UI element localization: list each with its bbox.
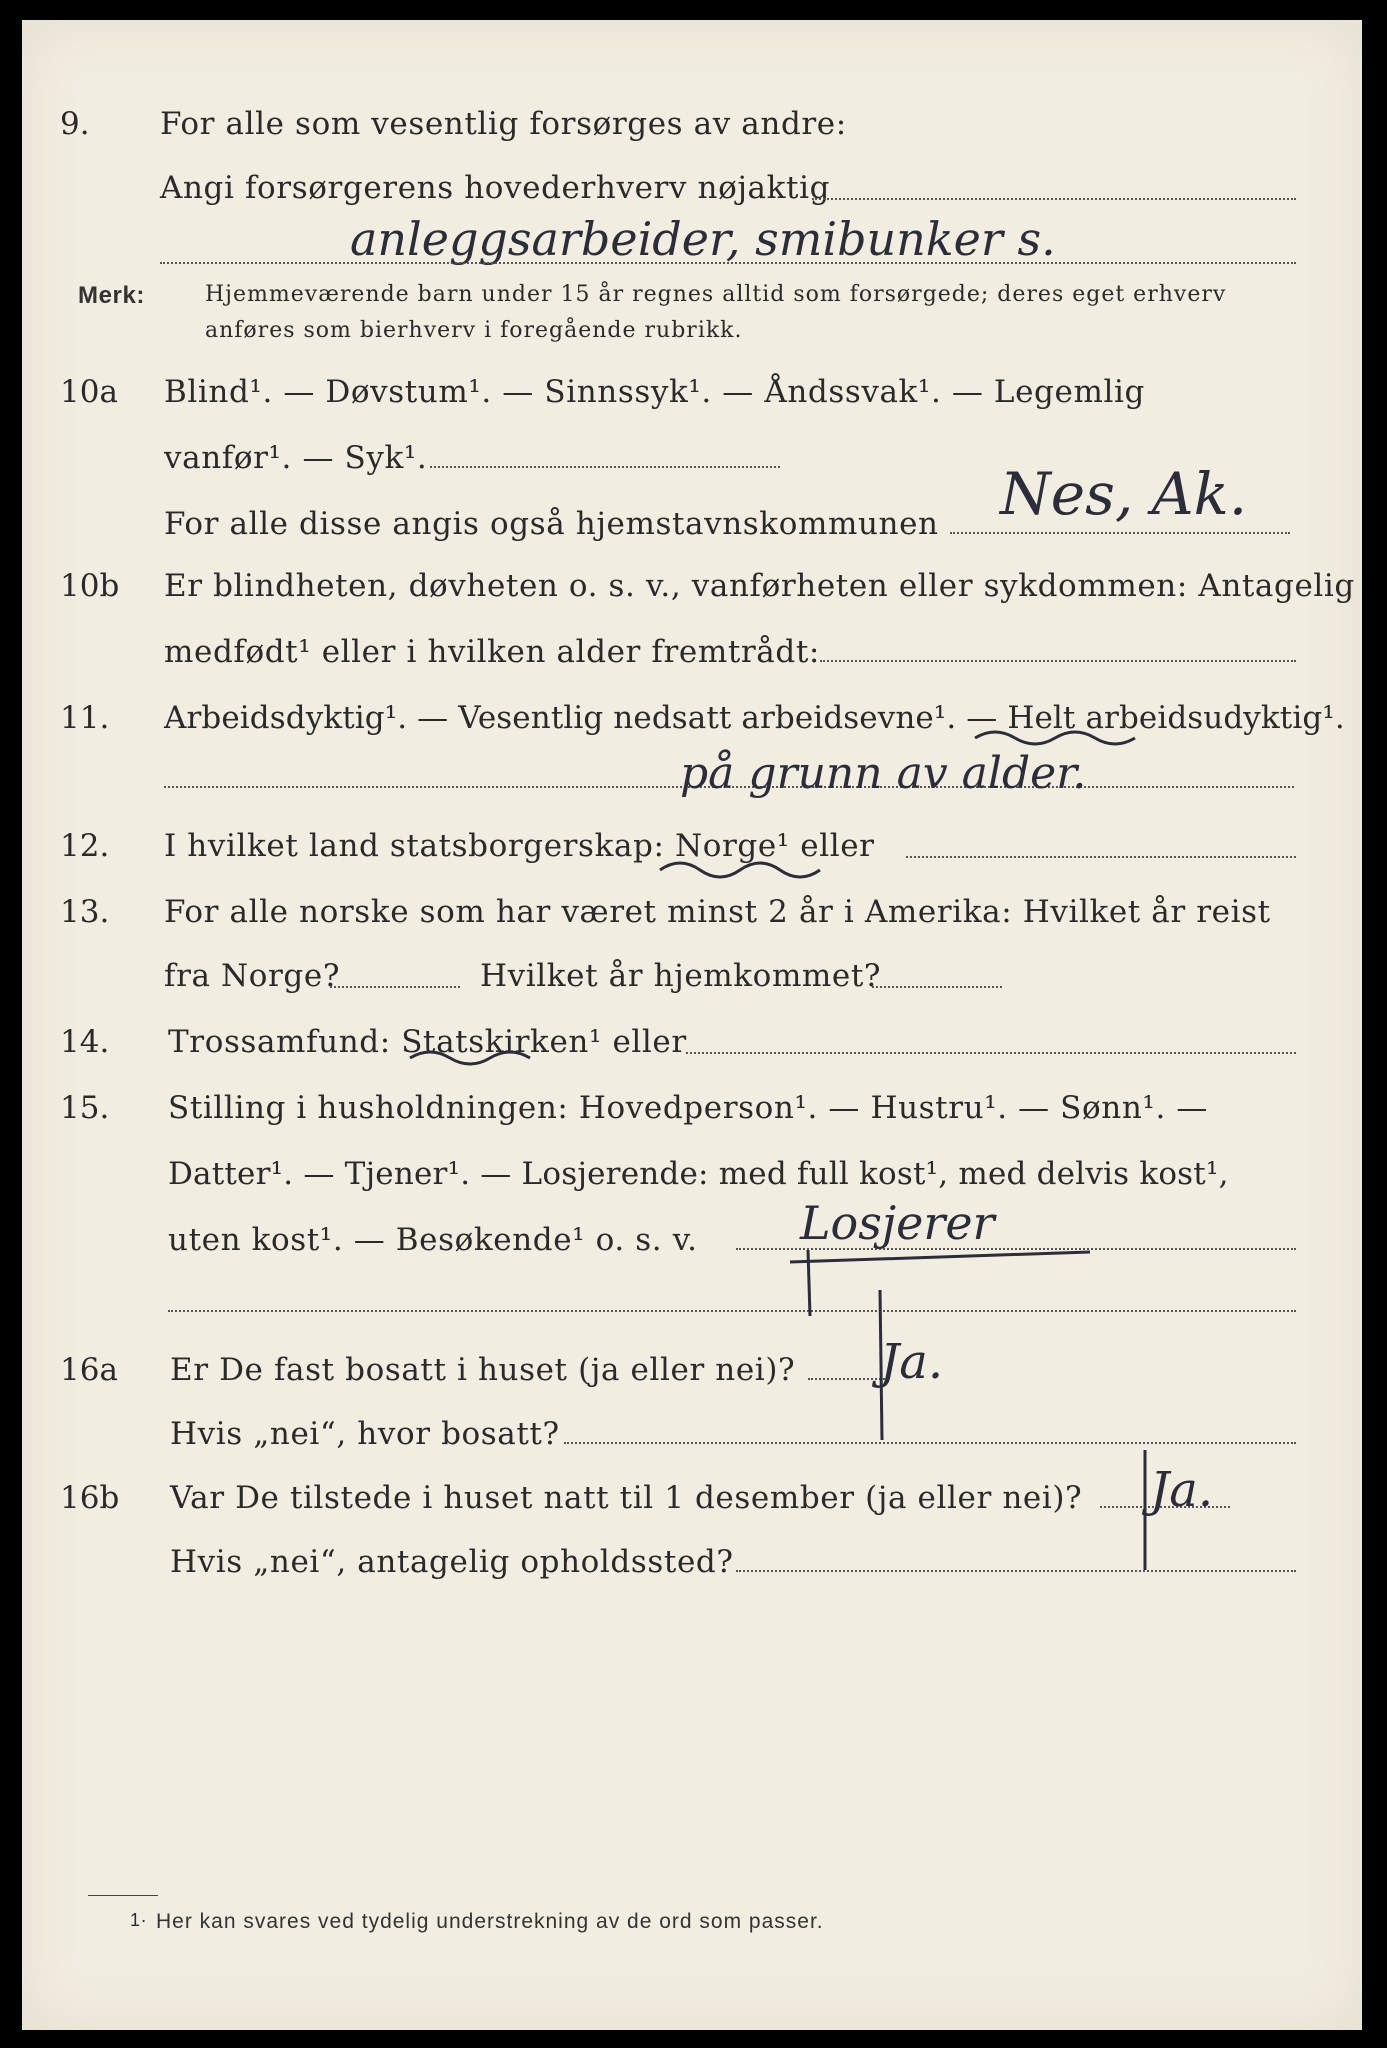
- question-9-number: 9.: [60, 106, 90, 142]
- question-13-text-2a: fra Norge?: [164, 958, 341, 994]
- strike-losjerende: [790, 1252, 1090, 1262]
- footnote-rule: [88, 1895, 158, 1896]
- answer-16b-handwriting: Ja.: [1150, 1462, 1214, 1518]
- question-16b-number: 16b: [60, 1480, 120, 1516]
- answer-9-handwriting: anleggsarbeider, smibunker s.: [350, 212, 1056, 266]
- question-15-text-3: uten kost¹. — Besøkende¹ o. s. v.: [168, 1222, 698, 1258]
- question-10a-text-2: vanfør¹. — Syk¹.: [164, 440, 428, 476]
- answer-16a-handwriting: Ja.: [880, 1334, 944, 1390]
- question-14-text: Trossamfund: Statskirken¹ eller: [168, 1024, 687, 1060]
- question-10a-text-3: For alle disse angis også hjemstavnskommunen: [164, 506, 939, 542]
- question-12-text: I hvilket land statsborgerskap: Norge¹ eller: [164, 828, 875, 864]
- question-16a-text-1: Er De fast bosatt i huset (ja eller nei)?: [170, 1352, 796, 1388]
- question-16b-text-2: Hvis „nei“, antagelig opholdssted?: [170, 1544, 734, 1580]
- question-13-text-1: For alle norske som har været minst 2 år i Amerika: Hvilket år reist: [164, 894, 1271, 930]
- underline-statskirken: [410, 1052, 530, 1064]
- question-16b-text-1: Var De tilstede i huset natt til 1 desember (ja eller nei)?: [170, 1480, 1083, 1516]
- underline-helt: [975, 732, 1135, 744]
- note-text-1: Hjemmeværende barn under 15 år regnes alltid som forsørgede; deres eget erhverv: [205, 282, 1227, 307]
- answer-15-handwriting: Losjerer: [800, 1196, 995, 1250]
- note-text-2: anføres som bierhverv i foregående rubrikk.: [205, 318, 743, 343]
- question-10b-number: 10b: [60, 568, 120, 604]
- note-label: Merk:: [78, 282, 146, 309]
- underline-statsborgerskap: [660, 863, 820, 877]
- question-13-text-2b: Hvilket år hjemkommet?: [480, 958, 882, 994]
- question-10b-text-1: Er blindheten, døvheten o. s. v., vanførheten eller sykdommen: Antagelig: [164, 568, 1355, 604]
- question-10b-text-2: medfødt¹ eller i hvilken alder fremtrådt:: [164, 634, 820, 670]
- answer-11-handwriting: på grunn av alder.: [680, 748, 1087, 799]
- question-16a-number: 16a: [60, 1352, 118, 1388]
- question-11-text: Arbeidsdyktig¹. — Vesentlig nedsatt arbeidsevne¹. — Helt arbeidsudyktig¹.: [164, 700, 1345, 736]
- question-16a-text-2: Hvis „nei“, hvor bosatt?: [170, 1416, 560, 1452]
- tick-vertical-15: [808, 1250, 810, 1316]
- question-14-number: 14.: [60, 1024, 110, 1060]
- question-12-number: 12.: [60, 828, 110, 864]
- question-9-prompt: Angi forsørgerens hovederhverv nøjaktig: [160, 170, 831, 206]
- question-15-text-1: Stilling i husholdningen: Hovedperson¹. — Hustru¹. — Sønn¹. —: [168, 1090, 1208, 1126]
- footnote-text: Her kan svares ved tydelig understrekning av de ord som passer.: [156, 1910, 824, 1933]
- answer-10a-handwriting: Nes, Ak.: [1000, 460, 1248, 528]
- question-11-number: 11.: [60, 700, 110, 736]
- footnote-mark: 1·: [130, 1910, 148, 1930]
- question-15-number: 15.: [60, 1090, 110, 1126]
- question-13-number: 13.: [60, 894, 110, 930]
- tick-vertical-16a: [880, 1290, 882, 1440]
- question-10a-text-1: Blind¹. — Døvstum¹. — Sinnssyk¹. — Åndssvak¹. — Legemlig: [164, 374, 1145, 410]
- question-9-text: For alle som vesentlig forsørges av andre:: [160, 106, 847, 142]
- question-10a-number: 10a: [60, 374, 118, 410]
- question-15-text-2: Datter¹. — Tjener¹. — Losjerende: med full kost¹, med delvis kost¹,: [168, 1156, 1229, 1192]
